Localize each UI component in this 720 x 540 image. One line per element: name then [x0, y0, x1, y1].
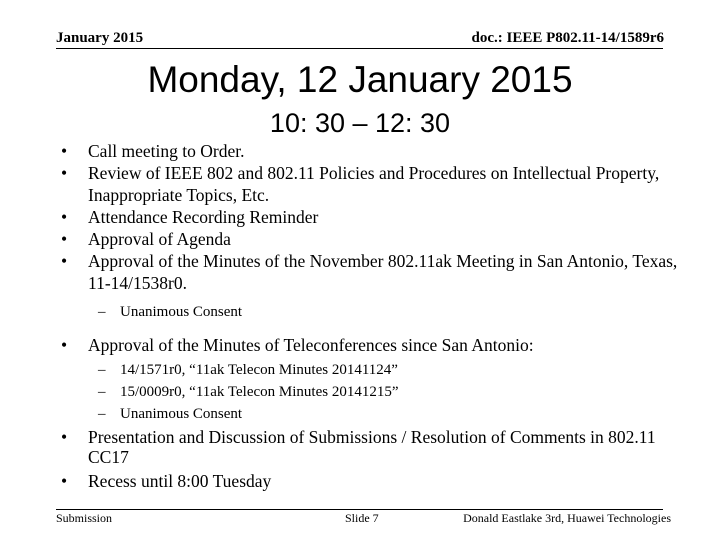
footer-rule: [56, 509, 663, 510]
agenda-list: [58, 140, 678, 492]
agenda-item-approve-agenda: • Approval of Agenda: [58, 228, 678, 250]
agenda-item-approve-telecon-minutes: • Approval of the Minutes of Teleconferences since San Antonio:: [58, 334, 678, 356]
agenda-subitem: – 14/1571r0, “11ak Telecon Minutes 20141124”: [58, 359, 678, 381]
header-date: January 2015: [56, 30, 144, 46]
agenda-item-submissions: • Presentation and Discussion of Submissions / Resolution of Comments in 802.11 CC17: [58, 427, 678, 467]
slide-subtitle-time: 10: 30 – 12: 30: [269, 108, 451, 138]
agenda-item-policies-review: • Review of IEEE 802 and 802.11 Policies and Procedures on Intellectual Property, Inappropriate Topics, Etc.: [58, 162, 678, 206]
footer-slide-number: Slide 7: [345, 511, 379, 525]
header-rule: [56, 48, 663, 49]
footer-author: Donald Eastlake 3rd, Huawei Technologies: [463, 511, 671, 525]
agenda-subitem: – 15/0009r0, “11ak Telecon Minutes 20141215”: [58, 381, 678, 403]
footer-submission: Submission: [56, 511, 113, 525]
slide-title: Monday, 12 January 2015: [147, 59, 573, 100]
agenda-item-recess: • Recess until 8:00 Tuesday: [58, 470, 678, 492]
agenda-subitem: – Unanimous Consent: [58, 403, 678, 425]
agenda-item-attendance: • Attendance Recording Reminder: [58, 206, 678, 228]
agenda-subitem: – Unanimous Consent: [58, 301, 678, 323]
agenda-item-call-to-order: • Call meeting to Order.: [58, 140, 678, 162]
agenda-item-approve-november-minutes: • Approval of the Minutes of the November 802.11ak Meeting in San Antonio, Texas, 11-14/1538r0.: [58, 250, 678, 294]
header-doc-id: doc.: IEEE P802.11-14/1589r6: [471, 30, 664, 46]
